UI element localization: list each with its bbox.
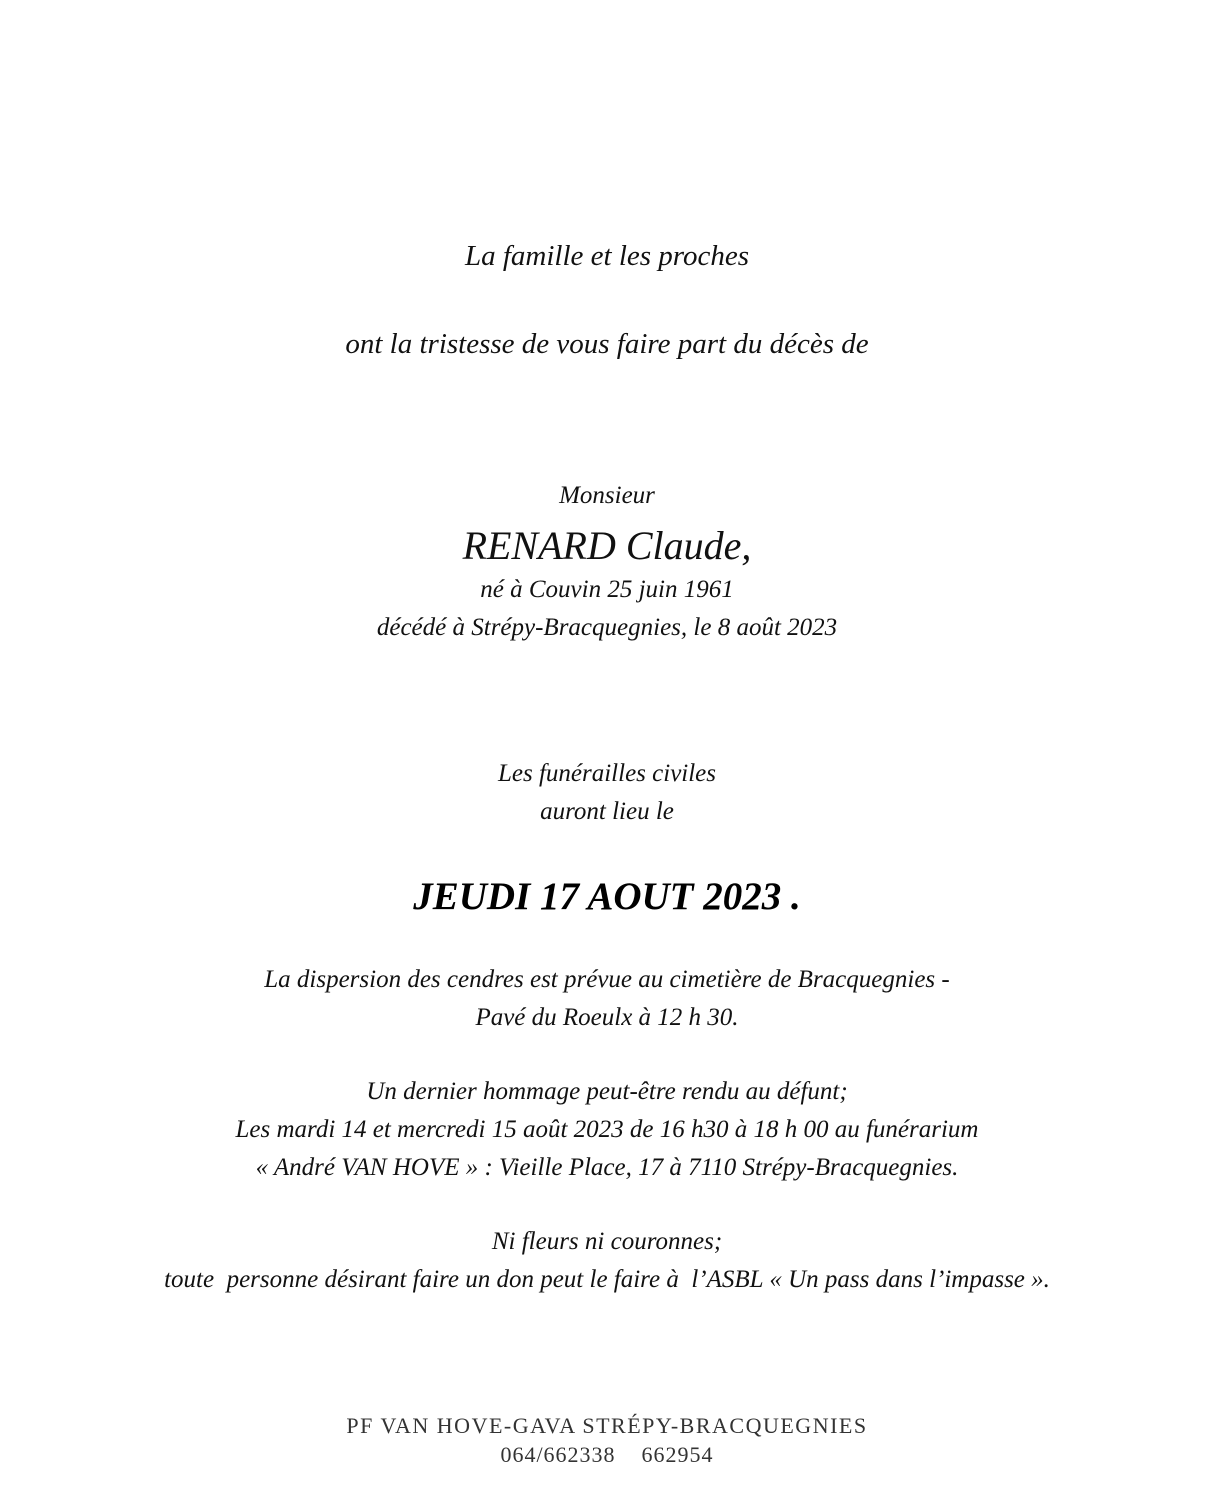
funeral-line-1: Les funérailles civiles [497,760,717,787]
funeral-line-2: auront lieu le [540,798,674,825]
dispersion-line-2: Pavé du Roeulx à 12 h 30. [475,1004,739,1031]
deceased-birth: né à Couvin 25 juin 1961 [480,576,734,603]
dispersion-line-1: La dispersion des cendres est prévue au cimetière de Bracquegnies - [264,966,950,993]
homage-line-3: « André VAN HOVE » : Vieille Place, 17 à 7110 Strépy-Bracquegnies. [255,1154,959,1181]
homage-line-1: Un dernier hommage peut-être rendu au défunt; [366,1078,848,1105]
deceased-title: Monsieur [559,482,655,509]
deceased-name: RENARD Claude, [462,523,752,568]
funeral-date: JEUDI 17 AOUT 2023 . [413,875,801,918]
footer-phones: 064/662338 662954 [500,1442,714,1467]
homage-line-2: Les mardi 14 et mercredi 15 août 2023 de 16 h30 à 18 h 00 au funérarium [235,1116,979,1143]
intro-line-2: ont la tristesse de vous faire part du décès de [345,328,869,360]
flowers-line-1: Ni fleurs ni couronnes; [491,1228,723,1255]
footer-company: PF VAN HOVE-GAVA STRÉPY-BRACQUEGNIES [346,1413,868,1438]
flowers-line-2: toute personne désirant faire un don peut le faire à l’ASBL « Un pass dans l’impasse ». [164,1266,1050,1293]
deceased-death: décédé à Strépy-Bracquegnies, le 8 août 2023 [376,614,838,641]
intro-line-1: La famille et les proches [464,240,750,272]
